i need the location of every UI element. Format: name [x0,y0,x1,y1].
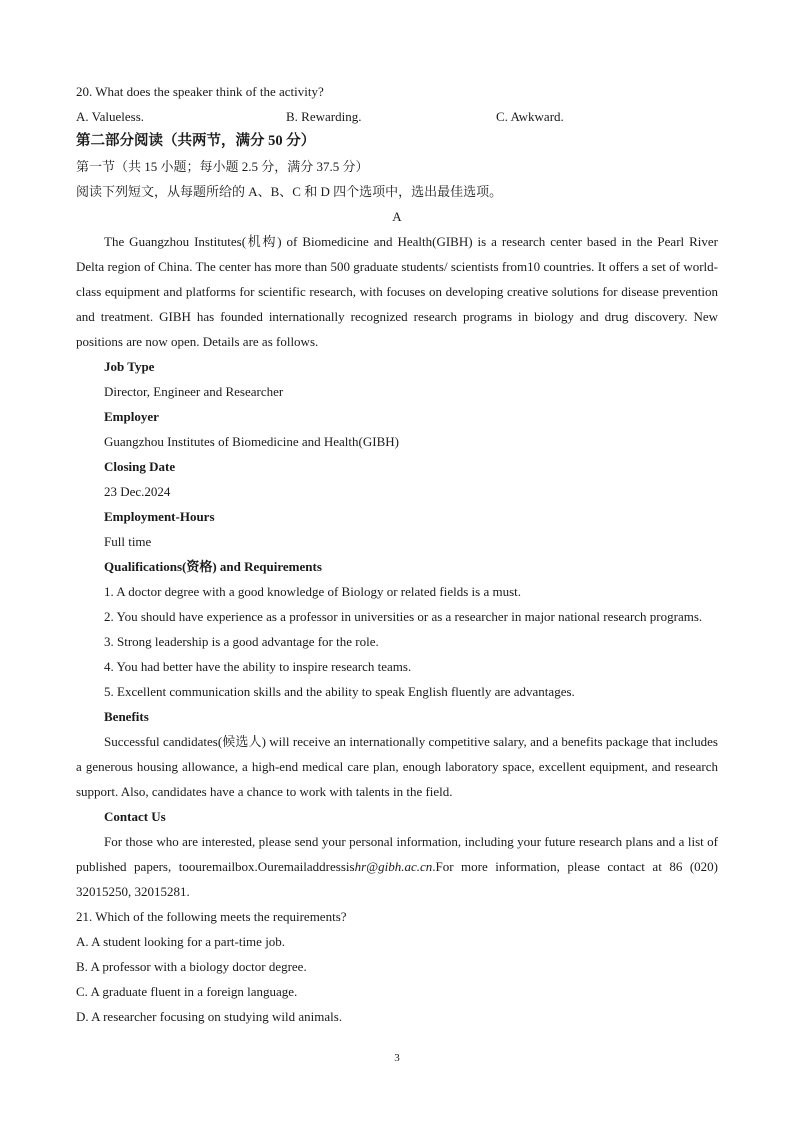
closing-date-value: 23 Dec.2024 [104,484,171,499]
q21-option-b: B. A professor with a biology doctor degree. [76,959,307,974]
employment-hours-value: Full time [104,534,152,549]
exam-page [76,79,718,1029]
contact-text-pre: For those who are interested, please send your personal information, including your future research plans and a list of published papers, toouremailbox.Ouremailaddressis [76,834,718,874]
q21-option-c: C. A graduate fluent in a foreign language. [76,984,298,999]
q20-question: 20. What does the speaker think of the activity? [76,84,324,99]
employment-hours-heading: Employment-Hours [104,509,215,524]
part2-title: 第二部分阅读（共两节，满分 50 分） [76,133,316,149]
q20-option-c: C. Awkward. [496,109,564,124]
employer-value: Guangzhou Institutes of Biomedicine and Health(GIBH) [104,434,399,449]
closing-date-heading: Closing Date [104,459,176,474]
employer-heading: Employer [104,409,159,424]
q20-options [76,104,718,129]
passage-label: A [392,209,402,224]
benefits-text: Successful candidates(候选人) will receive an internationally competitive salary, and a benefits package that includes a generous housing allowance, a high-end medical care plan, enough laboratory space, excellent equipment, and research support. Also, candidates have a chance to work with talents in the field. [76,734,718,799]
q21-option-a: A. A student looking for a part-time job. [76,934,286,949]
qualification-item: 5. Excellent communication skills and the ability to speak English fluently are advantages. [104,684,575,699]
qualification-item: 3. Strong leadership is a good advantage for the role. [104,634,379,649]
job-type-heading: Job Type [104,359,155,374]
q21-question: 21. Which of the following meets the requirements? [76,909,347,924]
qualifications-heading: Qualifications(资格) and Requirements [104,559,322,574]
job-type-value: Director, Engineer and Researcher [104,384,284,399]
contact-text-post: .For more information, please contact at 86 (020) 32015250, 32015281. [76,859,718,899]
contact-email: hr@gibh.ac.cn [354,859,433,874]
passage-intro: The Guangzhou Institutes(机构) of Biomedicine and Health(GIBH) is a research center based in the Pearl River Delta region of China. The center has more than 500 graduate students/ scientists from10 countries. It offers a set of world-class equipment and platforms for scientific research, with focuses on developing creative solutions for disease prevention and treatment. GIBH has founded internationally recognized research programs in biology and drug discovery. New positions are now open. Details are as follows. [76,234,718,349]
contact-heading: Contact Us [104,809,166,824]
qualification-item: 2. You should have experience as a professor in universities or as a researcher in major national research programs. [104,609,703,624]
q21-option-d: D. A researcher focusing on studying wild animals. [76,1009,343,1024]
section1-title: 第一节（共 15 小题；每小题 2.5 分，满分 37.5 分） [76,159,369,174]
reading-instructions: 阅读下列短文，从每题所给的 A、B、C 和 D 四个选项中，选出最佳选项。 [76,184,503,199]
contact-text [76,829,718,904]
page-number: 3 [394,1052,400,1064]
qualification-item: 4. You had better have the ability to inspire research teams. [104,659,412,674]
qualification-item: 1. A doctor degree with a good knowledge of Biology or related fields is a must. [104,584,521,599]
benefits-heading: Benefits [104,709,149,724]
q20-option-a: A. Valueless. [76,109,145,124]
q20-option-b: B. Rewarding. [286,109,362,124]
